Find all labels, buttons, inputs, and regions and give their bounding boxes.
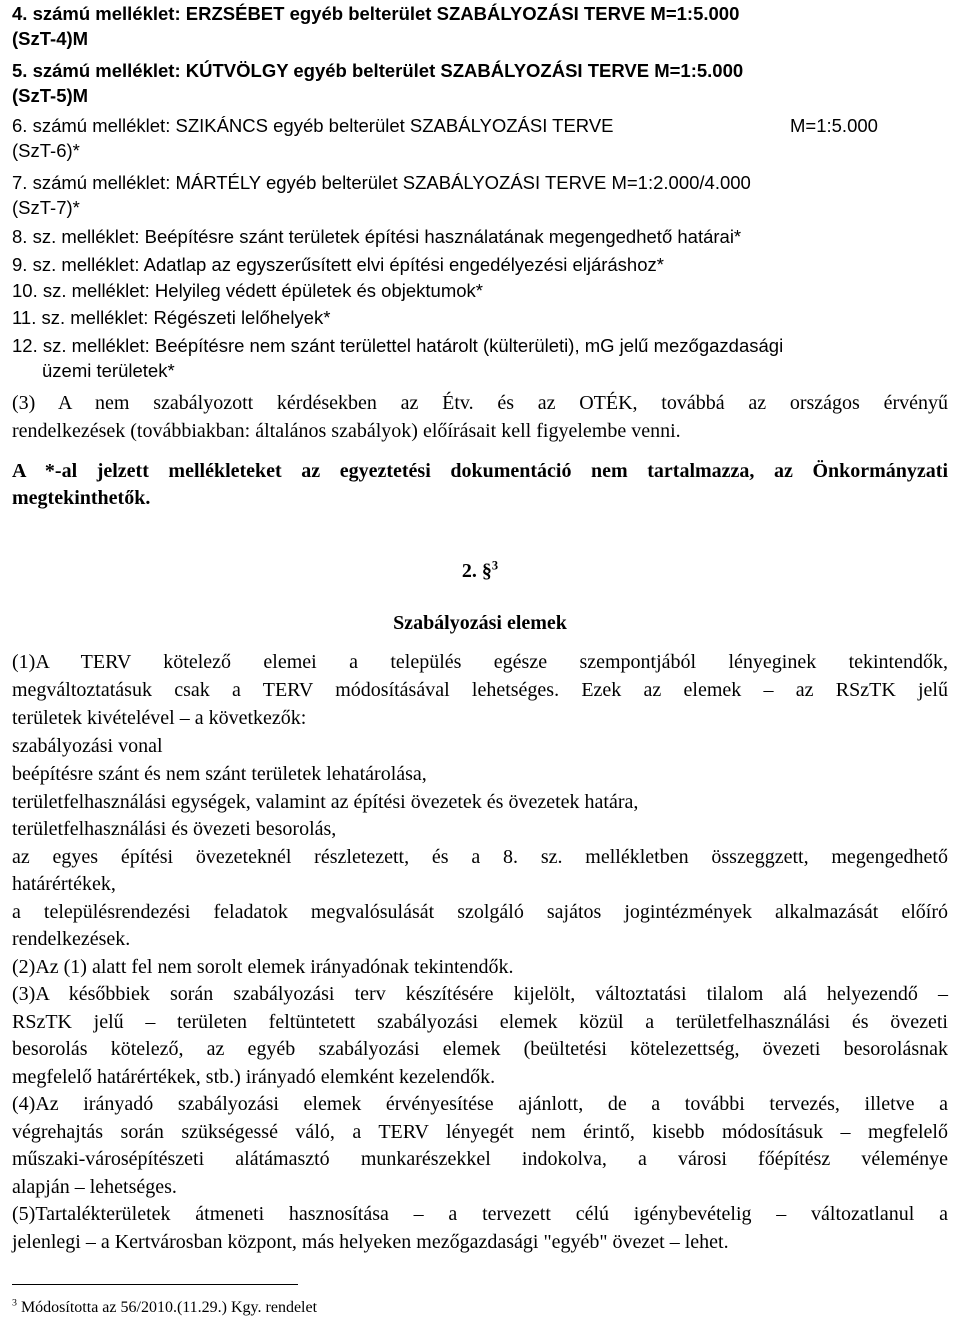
annex-item-12: 12. sz. melléklet: Beépítésre nem szánt területtel határolt (külterületi), mG jelű mezőgazdasági — [12, 335, 784, 356]
body-line: műszaki-városépítészeti alátámasztó munkarészekkel indokolva, a városi főépítész véleménye — [12, 1148, 948, 1170]
annex-item-9: 9. sz. melléklet: Adatlap az egyszerűsített elvi építési engedélyezési eljáráshoz* — [12, 254, 664, 275]
body-line: besorolás kötelező, az egyéb szabályozási elemek (beültetési kötelezettség, övezeti besorolásnak — [12, 1038, 948, 1060]
body-line: (4)Az irányadó szabályozási elemek érvényesítése ajánlott, de a további tervezés, illetve a — [12, 1093, 948, 1115]
annex-item-11: 11. sz. melléklet: Régészeti lelőhelyek* — [12, 307, 331, 328]
list-item: az egyes építési övezeteknél részletezett, és a 8. sz. mellékletben összeggzett, megengedhető — [12, 846, 948, 868]
annex-item-5: 5. számú melléklet: KÚTVÖLGY egyéb belterület SZABÁLYOZÁSI TERVE M=1:5.000 — [12, 60, 744, 81]
list-item: szabályozási vonal — [12, 735, 163, 757]
body-line: alapján – lehetséges. — [12, 1176, 177, 1198]
body-line: területek kivételével – a következők: — [12, 707, 307, 729]
paragraph-3-line: (3) A nem szabályozott kérdésekben az Étv. és az OTÉK, továbbá az országos érvényű — [12, 392, 948, 414]
footnote-separator — [12, 1284, 298, 1285]
body-line: megváltoztatásuk csak a TERV módosításával lehetséges. Ezek az elemek – az RSzTK jelű — [12, 679, 948, 701]
asterisk-note: megtekinthetők. — [12, 487, 151, 509]
body-line: (2)Az (1) alatt fel nem sorolt elemek irányadónak tekintendők. — [12, 956, 514, 978]
footnote-text: Módosította az 56/2010.(11.29.) Kgy. rendelet — [20, 1299, 318, 1316]
annex-item-12-cont: üzemi területek* — [42, 360, 175, 381]
annex-item-4-code: (SzT-4)M — [12, 28, 89, 49]
body-line: végrehajtás során szükségessé váló, a TERV lényegét nem érintő, kisebb módosításuk – megfelelő — [12, 1121, 948, 1143]
list-item: rendelkezések. — [12, 928, 131, 950]
list-item: határértékek, — [12, 873, 116, 895]
section-title: Szabályozási elemek — [393, 612, 567, 634]
annex-item-6-scale: M=1:5.000 — [790, 115, 878, 136]
footnote-number: 3 — [12, 1297, 17, 1309]
footnote-ref: 3 — [491, 558, 499, 573]
body-line: (1)A TERV kötelező elemei a település egésze szempontjából lényeginek tekintendők, — [12, 651, 948, 673]
body-line: (5)Tartalékterületek átmeneti hasznosítása – a tervezett célú igénybevételig – változatlanul a — [12, 1203, 948, 1225]
annex-item-10: 10. sz. melléklet: Helyileg védett épületek és objektumok* — [12, 280, 483, 301]
annex-item-6: 6. számú melléklet: SZIKÁNCS egyéb belterület SZABÁLYOZÁSI TERVE — [12, 115, 614, 136]
annex-item-5-code: (SzT-5)M — [12, 85, 89, 106]
annex-item-7-code: (SzT-7)* — [12, 197, 80, 218]
annex-item-7: 7. számú melléklet: MÁRTÉLY egyéb belterület SZABÁLYOZÁSI TERVE M=1:2.000/4.000 — [12, 172, 751, 193]
asterisk-note: A *-al jelzett mellékleteket az egyeztetési dokumentáció nem tartalmazza, az Önkormányzati — [12, 460, 948, 482]
section-number: 2. §$^3$ — [461, 558, 499, 582]
list-item: a településrendezési feladatok megvalósulását szolgáló sajátos jogintézmények alkalmazását előíró — [12, 901, 948, 923]
annex-item-4: 4. számú melléklet: ERZSÉBET egyéb belterület SZABÁLYOZÁSI TERVE M=1:5.000 — [12, 3, 740, 24]
list-item: területfelhasználási egységek, valamint az építési övezetek és övezetek határa, — [12, 791, 639, 813]
list-item: területfelhasználási és övezeti besorolás, — [12, 818, 337, 840]
list-item: beépítésre szánt és nem szánt területek lehatárolása, — [12, 763, 427, 785]
body-line: RSzTK jelű – területen feltüntetett szabályozási elemek közül a területfelhasználási és övezeti — [12, 1011, 948, 1033]
body-line: megfelelő határértékek, stb.) irányadó elemként kezelendők. — [12, 1066, 496, 1088]
body-line: (3)A későbbiek során szabályozási terv készítésére kijelölt, változtatási tilalom alá helyezendő – — [12, 983, 948, 1005]
annex-item-8: 8. sz. melléklet: Beépítésre szánt területek építési használatának megengedhető határai* — [12, 226, 742, 247]
footnote — [12, 1298, 317, 1318]
annex-item-6-code: (SzT-6)* — [12, 140, 80, 161]
body-line: jelenlegi – a Kertvárosban központ, más helyeken mezőgazdasági "egyéb" övezet – lehet. — [12, 1231, 729, 1253]
paragraph-3-line: rendelkezések (továbbiakban: általános szabályok) előírásait kell figyelembe venni. — [12, 420, 681, 442]
